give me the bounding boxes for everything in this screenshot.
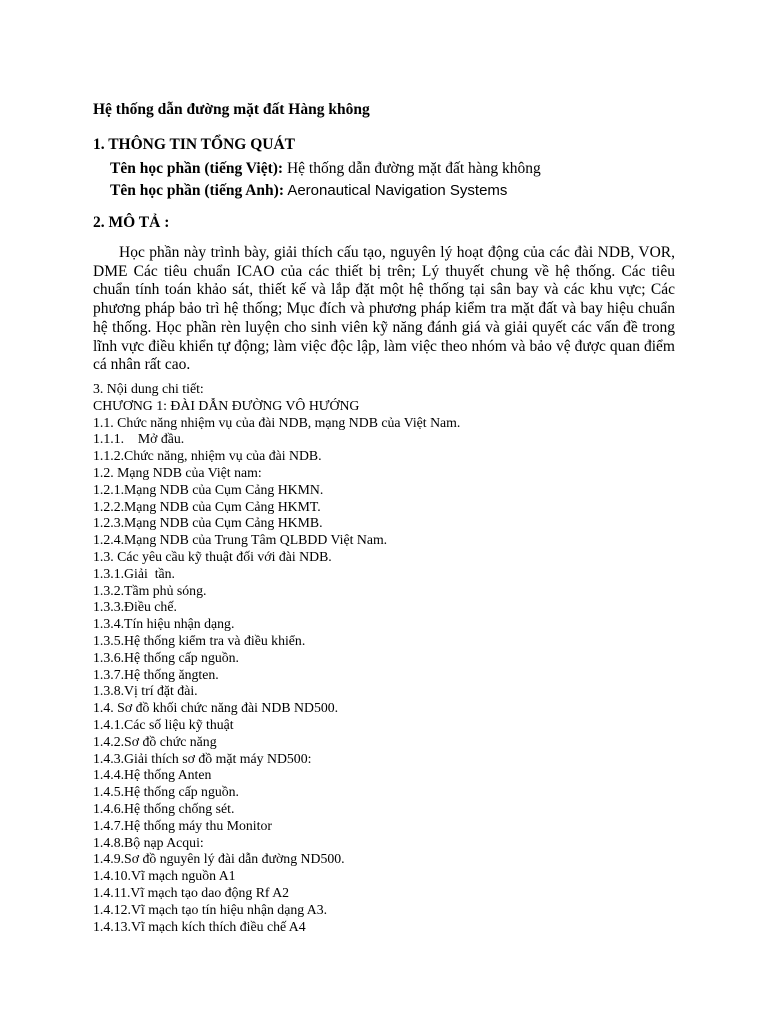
content-line: 1.3.7.Hệ thống ăngten.: [93, 666, 219, 682]
course-name-vn: [110, 160, 541, 178]
content-line: 1.4.7.Hệ thống máy thu Monitor: [93, 817, 272, 833]
content-line: 1.3.1.Giải tần.: [93, 565, 175, 581]
course-name-vn-label: Tên học phần (tiếng Việt):: [110, 160, 284, 177]
section-1-heading: 1. THÔNG TIN TỔNG QUÁT: [93, 136, 295, 153]
document-title: Hệ thống dẫn đường mặt đất Hàng không: [93, 101, 370, 118]
content-line: 1.2.4.Mạng NDB của Trung Tâm QLBDD Việt Nam.: [93, 532, 388, 548]
content-line: 1.3.8.Vị trí đặt đài.: [93, 683, 198, 699]
content-line: 1.4.11.Vĩ mạch tạo dao động Rf A2: [93, 884, 290, 900]
content-line: 1.1.2.Chức năng, nhiệm vụ của đài NDB.: [93, 448, 322, 464]
content-line: 1.3.6.Hệ thống cấp nguồn.: [93, 649, 239, 665]
content-line: 1.4.13.Vĩ mạch kích thích điều chế A4: [93, 918, 306, 934]
section-3-heading: 3. Nội dung chi tiết:: [93, 381, 204, 396]
content-line: 1.4.6.Hệ thống chống sét.: [93, 800, 235, 816]
content-line: 1.4.9.Sơ đồ nguyên lý đài dẫn đường ND500.: [93, 851, 345, 867]
content-line: 1.3.4.Tín hiệu nhận dạng.: [93, 616, 235, 632]
content-line: 1.1. Chức năng nhiệm vụ của đài NDB, mạng NDB của Việt Nam.: [93, 414, 461, 430]
content-line: 1.2.3.Mạng NDB của Cụm Cảng HKMB.: [93, 515, 323, 531]
content-line: 1.4.5.Hệ thống cấp nguồn.: [93, 784, 239, 800]
content-line: 1.4.2.Sơ đồ chức năng: [93, 733, 217, 749]
content-line: 1.3. Các yêu cầu kỹ thuật đối với đài NDB.: [93, 548, 332, 564]
content-line: 1.2. Mạng NDB của Việt nam:: [93, 464, 262, 480]
content-line: 1.4. Sơ đồ khối chức năng đài NDB ND500.: [93, 700, 339, 716]
course-name-en-label: Tên học phần (tiếng Anh):: [110, 182, 284, 199]
content-line: 1.4.10.Vĩ mạch nguồn A1: [93, 868, 236, 884]
content-line: 1.4.1.Các số liệu kỹ thuật: [93, 716, 234, 732]
content-line: 1.4.3.Giải thích sơ đồ mặt máy ND500:: [93, 750, 312, 766]
content-line: 1.4.8.Bộ nạp Acqui:: [93, 834, 204, 850]
content-line: 1.3.2.Tầm phủ sóng.: [93, 582, 207, 598]
course-name-en-value: Aeronautical Navigation Systems: [283, 182, 508, 199]
content-line: 1.1.1. Mở đầu.: [93, 431, 185, 447]
content-line: 1.3.3.Điều chế.: [93, 599, 177, 615]
course-name-vn-value: Hệ thống dẫn đường mặt đất hàng không: [283, 160, 541, 177]
content-line: 1.4.4.Hệ thống Anten: [93, 767, 212, 783]
content-line: 1.4.12.Vĩ mạch tạo tín hiệu nhận dạng A3.: [93, 901, 328, 917]
content-line: 1.3.5.Hệ thống kiểm tra và điều khiển.: [93, 632, 306, 648]
content-line: 1.2.1.Mạng NDB của Cụm Cảng HKMN.: [93, 481, 324, 497]
course-description: Học phần này trình bày, giải thích cấu tạo, nguyên lý hoạt động của các đài NDB, VOR, DME Các tiêu chuẩn ICAO của các thiết bị trên; Lý thuyết chung về hệ thống. Các tiêu chuẩn tính toán khảo sát, thiết kế và lắp đặt một hệ thống tại sân bay và các khu vực; Các phương pháp bảo trì hệ thống; Mục đích và phương pháp kiểm tra mặt đất và bay hiệu chuẩn hệ thống. Học phần rèn luyện cho sinh viên kỹ năng đánh giá và giải quyết các vấn đề trong lĩnh vực điều khiển tự động; làm việc độc lập, làm việc theo nhóm và bảo vệ được quan điểm cá nhân rất cao.: [93, 244, 675, 374]
detailed-content-list: [93, 381, 693, 935]
content-line: 1.2.2.Mạng NDB của Cụm Cảng HKMT.: [93, 498, 321, 514]
section-2-heading: 2. MÔ TẢ :: [93, 214, 170, 231]
chapter-heading: CHƯƠNG 1: ĐÀI DẪN ĐƯỜNG VÔ HƯỚNG: [93, 397, 360, 413]
course-name-en: [110, 182, 507, 200]
